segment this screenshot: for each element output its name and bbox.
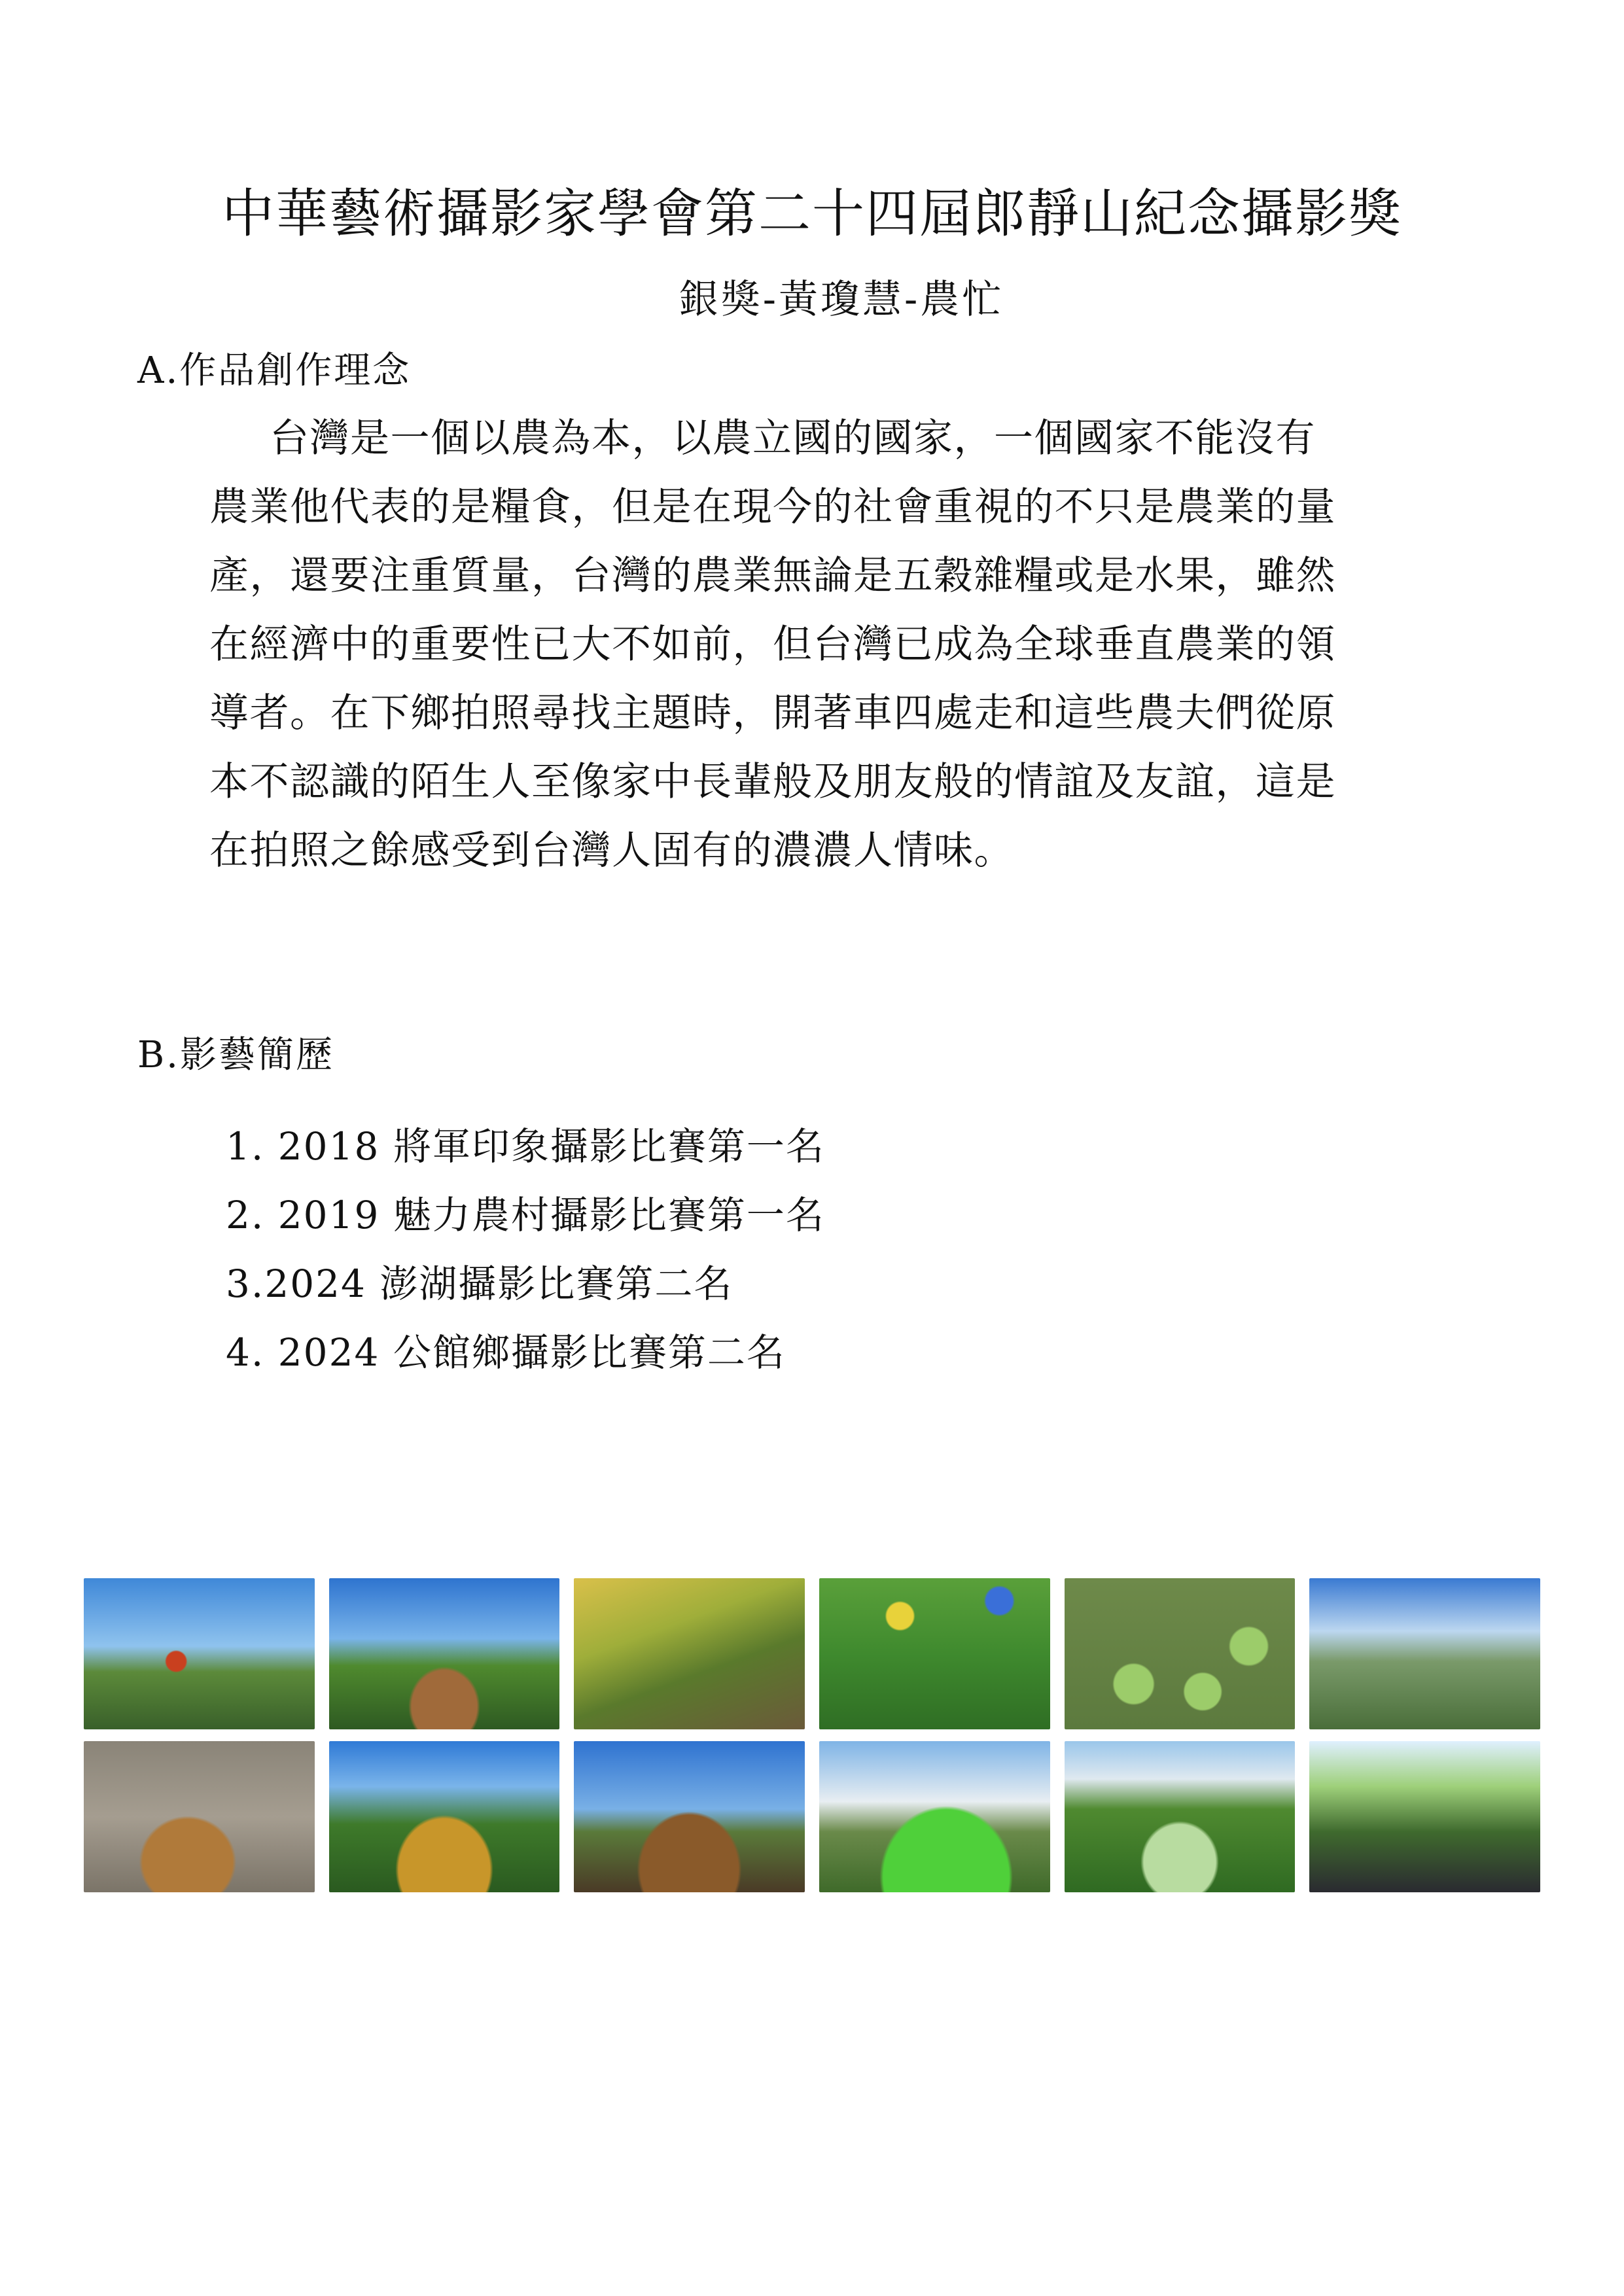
list-item: 2. 2019 魅力農村攝影比賽第一名 [226,1193,825,1237]
section-a-heading: A.作品創作理念 [137,349,412,392]
concept-line: 在拍照之餘感受到台灣人固有的濃濃人情味。 [209,828,1014,874]
section-b-heading: B.影藝簡歷 [137,1034,334,1076]
creation-concept-text [209,404,1466,885]
page-title: 中華藝術攝影家學會第二十四屆郎靜山紀念攝影獎 [222,183,1402,244]
concept-line: 本不認識的陌生人至像家中長輩般及朋友般的情誼及友誼，這是 [209,759,1336,805]
concept-line: 產，還要注重質量，台灣的農業無論是五穀雜糧或是水果，雖然 [209,553,1336,599]
photo-rice-paddy-workers [574,1578,805,1729]
list-item: 3.2024 澎湖攝影比賽第二名 [226,1262,733,1306]
photo-melon-harvest [1065,1741,1296,1892]
photo-vegetable-field-umbrellas [819,1578,1050,1729]
award-history-list [226,1112,825,1387]
photo-taro-harvest [329,1578,560,1729]
page-subtitle: 銀獎-黃瓊慧-農忙 [679,277,1004,323]
concept-line: 導者。在下鄉拍照尋找主題時，開著車四處走和這些農夫們從原 [209,690,1336,736]
photo-farmer-carrying-harvest [84,1578,315,1729]
list-item: 1. 2018 將軍印象攝影比賽第一名 [226,1124,825,1169]
photo-sugarcane-field [1309,1741,1540,1892]
photo-drying-trays [1065,1578,1296,1729]
list-item: 4. 2024 公館鄉攝影比賽第二名 [226,1330,786,1375]
photo-grid [84,1578,1540,1892]
concept-line: 台灣是一個以農為本，以農立國的國家，一個國家不能沒有 [270,415,1316,461]
photo-farmers-hoeing [574,1741,805,1892]
photo-pineapple-harvest [329,1741,560,1892]
photo-farmer-with-baskets [1309,1578,1540,1729]
photo-mudflat-harvest [84,1741,315,1892]
concept-line: 在經濟中的重要性已大不如前，但台灣已成為全球垂直農業的領 [209,622,1336,667]
concept-line: 農業他代表的是糧食，但是在現今的社會重視的不只是農業的量 [209,484,1336,530]
photo-green-net-field [819,1741,1050,1892]
